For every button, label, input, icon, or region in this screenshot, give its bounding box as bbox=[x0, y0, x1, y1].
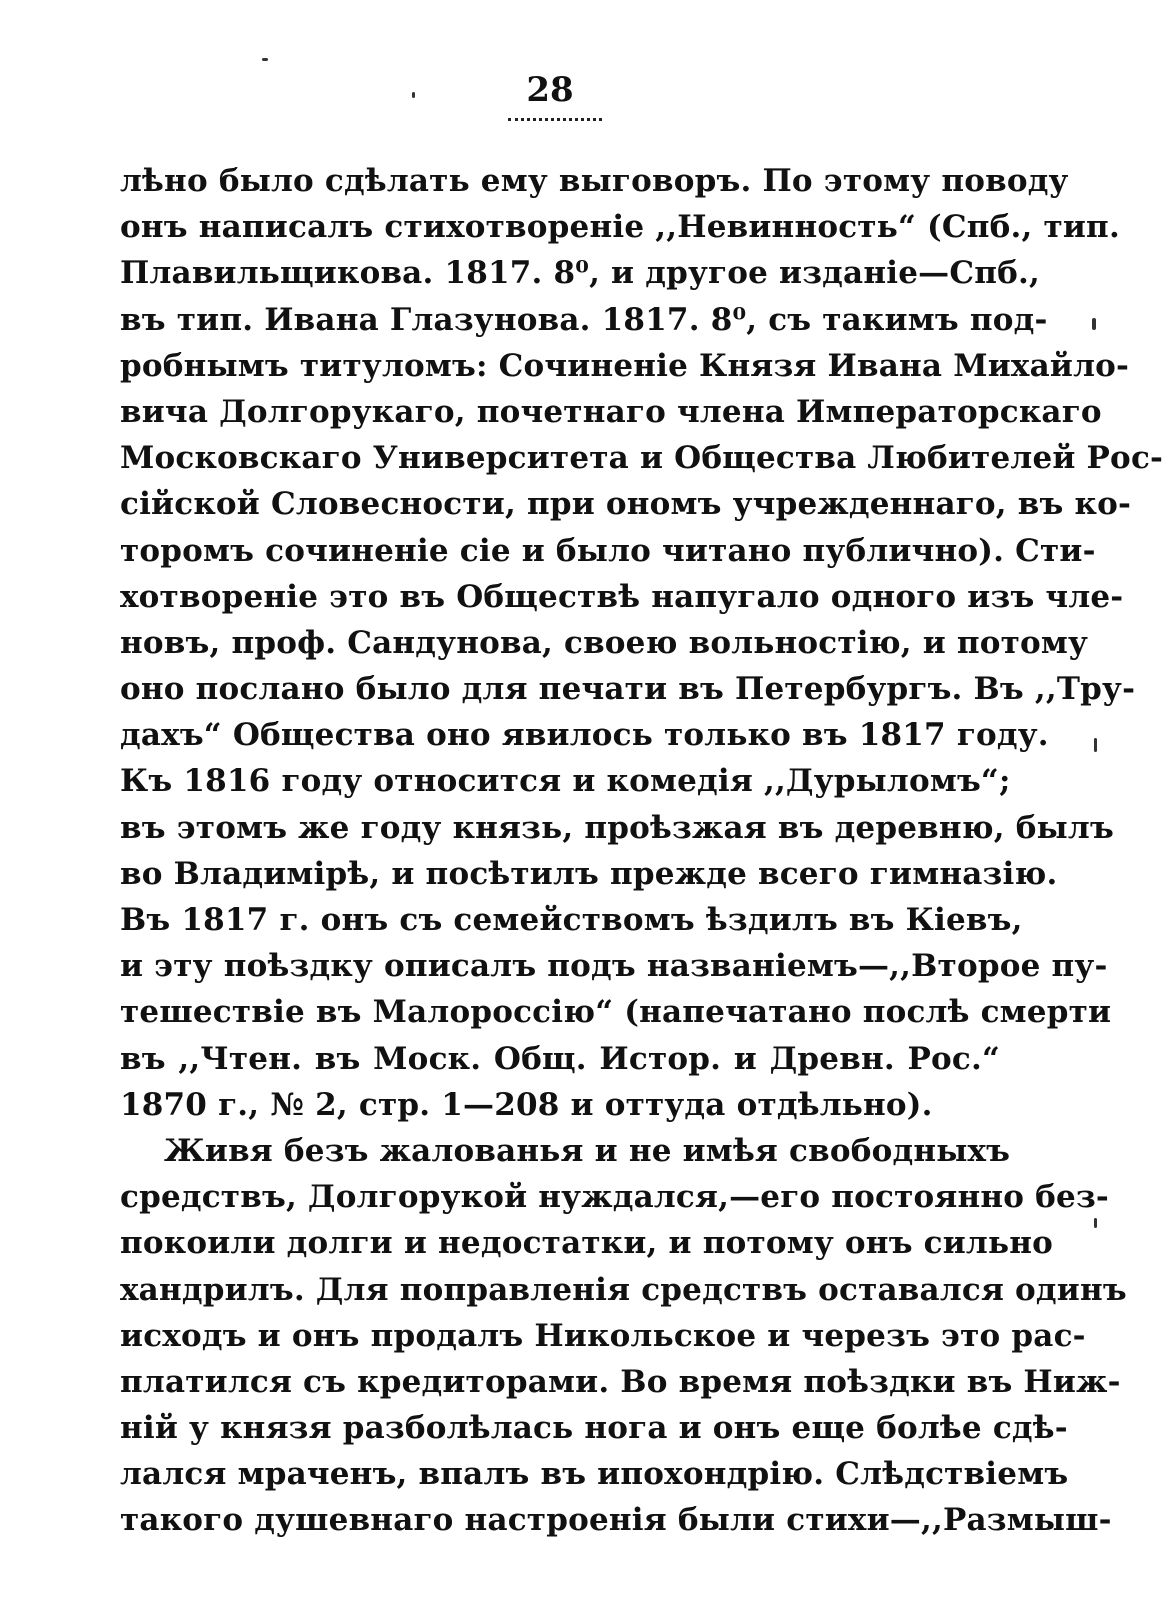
text-line: онъ написалъ стихотвореніе ,,Невинность“ (Спб., тип. bbox=[120, 209, 1120, 246]
body-text bbox=[120, 158, 1163, 1544]
print-speck bbox=[1092, 318, 1096, 330]
print-speck bbox=[412, 92, 415, 98]
text-line: Плавильщикова. 1817. 8⁰, и другое изданіе—Спб., bbox=[120, 255, 1040, 292]
text-line: дахъ“ Общества оно явилось только въ 1817 году. bbox=[120, 717, 1049, 754]
text-line: Живя безъ жалованья и не имѣя свободныхъ bbox=[164, 1132, 1011, 1169]
text-line: ній у князя разболѣлась нога и онъ еще болѣе сдѣ- bbox=[120, 1410, 1068, 1447]
page-number-rule bbox=[508, 118, 602, 121]
text-line: робнымъ титуломъ: Сочиненіе Князя Ивана Михайло- bbox=[120, 347, 1130, 384]
print-speck bbox=[262, 58, 268, 61]
text-line: сійской Словесности, при ономъ учрежденнаго, въ ко- bbox=[120, 486, 1132, 523]
text-line: лѣно было сдѣлать ему выговоръ. По этому поводу bbox=[120, 163, 1069, 199]
text-line: тешествіе въ Малороссію“ (напечатано послѣ смерти bbox=[120, 994, 1112, 1031]
text-line: оно послано было для печати въ Петербургъ. Въ ,,Тру- bbox=[120, 671, 1136, 708]
text-line: хотвореніе это въ Обществѣ напугало одного изъ чле- bbox=[120, 578, 1124, 615]
text-line: Московскаго Университета и Общества Любителей Рос- bbox=[120, 440, 1163, 477]
text-line: такого душевнаго настроенія были стихи—,,Размыш- bbox=[120, 1502, 1112, 1539]
text-line: средствъ, Долгорукой нуждался,—его постоянно без- bbox=[120, 1179, 1109, 1216]
print-speck bbox=[1094, 738, 1097, 752]
page-number: 28 bbox=[526, 70, 574, 110]
text-line: торомъ сочиненіе сіе и было читано публично). Сти- bbox=[120, 532, 1096, 569]
text-line: платился съ кредиторами. Во время поѣздки въ Ниж- bbox=[120, 1363, 1121, 1400]
text-line: покоили долги и недостатки, и потому онъ сильно bbox=[120, 1225, 1053, 1262]
text-line: во Владимірѣ, и посѣтилъ прежде всего гимназію. bbox=[120, 855, 1058, 892]
text-line: 1870 г., № 2, стр. 1—208 и оттуда отдѣльно). bbox=[120, 1086, 933, 1123]
text-line: въ ,,Чтен. въ Моск. Общ. Истор. и Древн. Рос.“ bbox=[120, 1040, 1000, 1077]
text-line: и эту поѣздку описалъ подъ названіемъ—,,Второе пу- bbox=[120, 948, 1108, 985]
text-line: Въ 1817 г. онъ съ семействомъ ѣздилъ въ Кіевъ, bbox=[120, 902, 1023, 938]
text-line: исходъ и онъ продалъ Никольское и черезъ это рас- bbox=[120, 1317, 1086, 1354]
text-line: лался мраченъ, впалъ въ ипохондрію. Слѣдствіемъ bbox=[120, 1456, 1069, 1493]
print-speck bbox=[1094, 1218, 1097, 1228]
text-line: вича Долгорукаго, почетнаго члена Императорскаго bbox=[120, 393, 1102, 430]
text-line: новъ, проф. Сандунова, своею вольностію, и потому bbox=[120, 624, 1089, 661]
text-line: въ этомъ же году князь, проѣзжая въ деревню, былъ bbox=[120, 809, 1114, 846]
text-line: въ тип. Ивана Глазунова. 1817. 8⁰, съ такимъ под- bbox=[120, 301, 1048, 338]
text-line: хандрилъ. Для поправленія средствъ оставался одинъ bbox=[120, 1271, 1127, 1308]
text-line: Къ 1816 году относится и комедія ,,Дурыломъ“; bbox=[120, 763, 1011, 800]
